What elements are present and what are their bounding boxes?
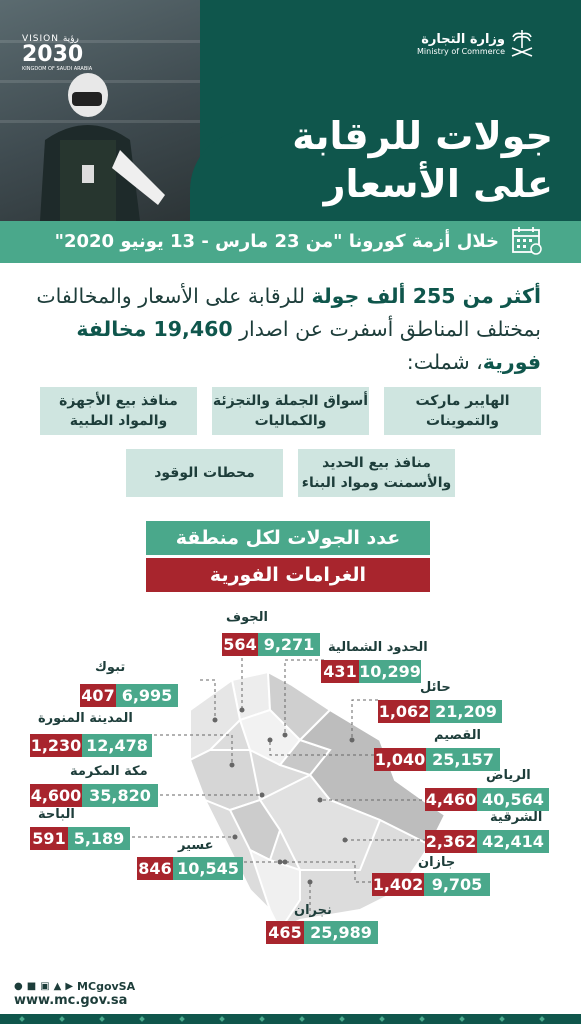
- vision-bottom-text: KINGDOM OF SAUDI ARABIA: [22, 66, 93, 72]
- region-values-hail: [378, 700, 502, 723]
- region-values-makkah: [30, 784, 158, 807]
- fines-value: 465: [266, 921, 304, 944]
- fines-value: 1,402: [372, 875, 424, 894]
- ministry-name-en: Ministry of Commerce: [417, 47, 505, 56]
- category-building: منافذ بيع الحديد والأسمنت ومواد البناء: [298, 449, 455, 497]
- summary-end: ، شملت:: [406, 350, 483, 374]
- region-values-riyadh: [425, 788, 549, 811]
- summary-paragraph: [31, 280, 541, 379]
- region-values-qassim: [374, 748, 500, 771]
- rounds-value: 6,995: [116, 684, 178, 707]
- region-name-jouf: الجوف: [226, 610, 268, 625]
- region-name-northern-borders: الحدود الشمالية: [328, 640, 428, 655]
- region-name-hail: حائل: [420, 680, 451, 695]
- category-hypermarket: الهايبر ماركت والتموينات: [384, 387, 541, 435]
- fines-value: 1,040: [374, 750, 426, 769]
- region-values-northern-borders: [321, 660, 421, 683]
- ministry-name-ar: وزارة التجارة: [421, 32, 505, 47]
- category-medical: منافذ بيع الأجهزة والمواد الطبية: [40, 387, 197, 435]
- footer-pattern: [0, 1014, 581, 1024]
- region-name-jazan: جازان: [418, 855, 456, 870]
- region-values-madinah: [30, 734, 152, 757]
- twitter-icon[interactable]: ●: [14, 981, 23, 992]
- fines-value: 2,362: [425, 832, 477, 851]
- rounds-value: 25,157: [426, 748, 500, 771]
- category-wholesale: أسواق الجملة والتجزئة والكماليات: [212, 387, 369, 435]
- vision-year: 2030: [22, 42, 84, 67]
- region-values-najran: [266, 921, 378, 944]
- region-name-qassim: القصيم: [434, 728, 482, 743]
- footer: [14, 980, 135, 1008]
- region-name-eastern: الشرقية: [490, 810, 543, 825]
- rounds-value: 10,545: [173, 857, 243, 880]
- region-name-asir: عسير: [178, 838, 214, 853]
- title-line-2: على الأسعار: [323, 162, 553, 206]
- fines-value: 564: [223, 635, 257, 654]
- rounds-value: 40,564: [477, 788, 549, 811]
- region-values-jazan: [372, 873, 490, 896]
- fines-value: 4,600: [30, 786, 82, 805]
- rounds-value: 42,414: [477, 830, 549, 853]
- region-values-jouf: [222, 633, 320, 656]
- region-name-tabuk: تبوك: [95, 660, 126, 675]
- summary-violations: 19,460 مخالفة فورية: [76, 317, 541, 374]
- snapchat-icon[interactable]: ▲: [53, 981, 62, 992]
- fines-value: 431: [321, 660, 359, 683]
- region-values-baha: [30, 827, 130, 850]
- region-name-riyadh: الرياض: [486, 768, 531, 783]
- region-name-makkah: مكة المكرمة: [70, 764, 148, 779]
- summary-middle: للرقابة على الأسعار والمخالفات بمختلف المناطق أسفرت عن اصدار: [36, 284, 541, 341]
- region-name-najran: نجران: [294, 903, 332, 918]
- fines-value: 407: [81, 686, 115, 705]
- region-name-baha: الباحة: [38, 807, 75, 822]
- ministry-logo: [417, 32, 505, 56]
- vision-2030-logo: [22, 34, 92, 72]
- rounds-value: 10,299: [359, 662, 421, 681]
- rounds-value: 21,209: [430, 700, 502, 723]
- title-line-1: جولات للرقابة: [292, 114, 553, 158]
- youtube-icon[interactable]: ▶: [65, 981, 74, 992]
- fines-value: 4,460: [425, 790, 477, 809]
- palm-swords-icon: [509, 28, 535, 60]
- rounds-value: 12,478: [82, 734, 152, 757]
- fines-value: 591: [30, 827, 68, 850]
- rounds-value: 9,705: [424, 873, 490, 896]
- calendar-icon: [511, 226, 543, 256]
- vision-top-text: VISION رؤية: [22, 34, 79, 44]
- page-title: [223, 112, 553, 208]
- rounds-value: 5,189: [68, 827, 130, 850]
- fines-value: 1,230: [30, 736, 82, 755]
- instagram-icon[interactable]: ▣: [40, 981, 50, 992]
- region-values-eastern: [425, 830, 549, 853]
- social-handle[interactable]: MCgovSA: [77, 980, 136, 993]
- fines-value: 846: [138, 859, 172, 878]
- rounds-value: 25,989: [304, 921, 378, 944]
- legend-fines: الغرامات الفورية: [146, 558, 430, 592]
- region-values-tabuk: [80, 684, 178, 707]
- region-values-asir: [137, 857, 243, 880]
- rounds-value: 9,271: [258, 633, 320, 656]
- website-link[interactable]: www.mc.gov.sa: [14, 993, 128, 1008]
- region-name-madinah: المدينة المنورة: [38, 711, 133, 726]
- facebook-icon[interactable]: ■: [26, 981, 37, 992]
- fines-value: 1,062: [378, 702, 430, 721]
- rounds-value: 35,820: [82, 784, 158, 807]
- summary-rounds: أكثر من 255 ألف جولة: [311, 284, 541, 308]
- period-text: خلال أزمة كورونا "من 23 مارس - 13 يونيو 2020": [54, 231, 499, 252]
- legend-rounds: عدد الجولات لكل منطقة: [146, 521, 430, 555]
- category-fuel: محطات الوقود: [126, 449, 283, 497]
